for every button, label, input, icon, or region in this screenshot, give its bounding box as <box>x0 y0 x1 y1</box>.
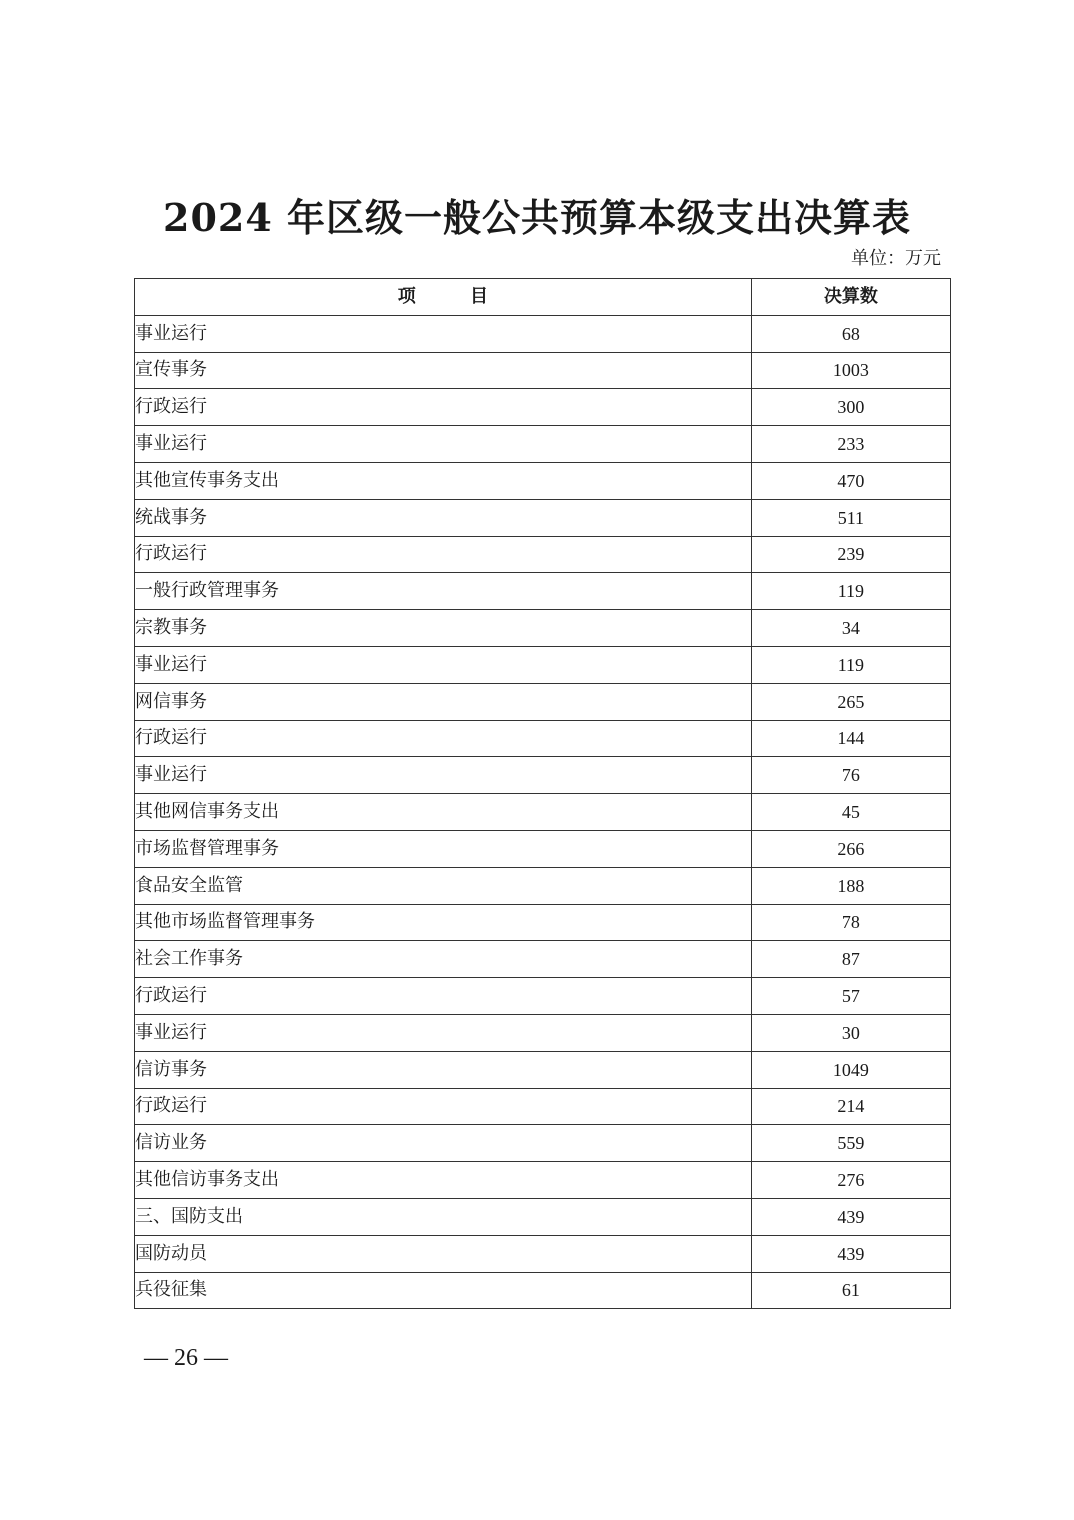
row-item-amount: 511 <box>751 499 950 536</box>
table-row <box>135 1088 951 1125</box>
row-item-name: 其他网信事务支出 <box>135 794 752 831</box>
table-row <box>135 867 951 904</box>
row-item-amount: 87 <box>751 941 950 978</box>
table-row <box>135 646 951 683</box>
table-row <box>135 757 951 794</box>
table-row <box>135 978 951 1015</box>
table-row <box>135 462 951 499</box>
row-item-amount: 1003 <box>751 352 950 389</box>
row-item-name: 一般行政管理事务 <box>135 573 752 610</box>
table-row <box>135 499 951 536</box>
row-item-name: 行政运行 <box>135 536 752 573</box>
table-header-row <box>135 279 951 316</box>
table-row <box>135 536 951 573</box>
row-item-name: 其他宣传事务支出 <box>135 462 752 499</box>
row-item-amount: 188 <box>751 867 950 904</box>
row-item-name: 网信事务 <box>135 683 752 720</box>
table-row <box>135 426 951 463</box>
row-item-name: 三、国防支出 <box>135 1198 752 1235</box>
table-row <box>135 1051 951 1088</box>
row-item-name: 事业运行 <box>135 1014 752 1051</box>
row-item-amount: 45 <box>751 794 950 831</box>
row-item-amount: 61 <box>751 1272 950 1309</box>
row-item-name: 信访业务 <box>135 1125 752 1162</box>
table-row <box>135 1198 951 1235</box>
row-item-name: 市场监督管理事务 <box>135 830 752 867</box>
row-item-amount: 239 <box>751 536 950 573</box>
row-item-amount: 68 <box>751 315 950 352</box>
table-row <box>135 720 951 757</box>
row-item-name: 事业运行 <box>135 426 752 463</box>
page-title: 2024 年区级一般公共预算本级支出决算表 <box>163 195 911 240</box>
header-item-label: 项 目 <box>397 285 513 307</box>
row-item-amount: 30 <box>751 1014 950 1051</box>
table-row <box>135 1125 951 1162</box>
row-item-name: 宣传事务 <box>135 352 752 389</box>
row-item-name: 食品安全监管 <box>135 867 752 904</box>
row-item-name: 其他信访事务支出 <box>135 1162 752 1199</box>
table-row <box>135 610 951 647</box>
row-item-name: 事业运行 <box>135 315 752 352</box>
header-amount: 决算数 <box>751 279 950 316</box>
row-item-name: 国防动员 <box>135 1235 752 1272</box>
table-row <box>135 830 951 867</box>
table-row <box>135 794 951 831</box>
table-row <box>135 573 951 610</box>
table-body <box>135 315 951 1309</box>
row-item-amount: 57 <box>751 978 950 1015</box>
budget-table <box>134 278 951 1309</box>
row-item-amount: 300 <box>751 389 950 426</box>
table-row <box>135 683 951 720</box>
row-item-amount: 439 <box>751 1235 950 1272</box>
row-item-amount: 265 <box>751 683 950 720</box>
row-item-amount: 34 <box>751 610 950 647</box>
row-item-name: 兵役征集 <box>135 1272 752 1309</box>
table-row <box>135 1235 951 1272</box>
row-item-name: 行政运行 <box>135 1088 752 1125</box>
row-item-amount: 266 <box>751 830 950 867</box>
row-item-name: 事业运行 <box>135 757 752 794</box>
table-row <box>135 352 951 389</box>
row-item-name: 行政运行 <box>135 978 752 1015</box>
row-item-amount: 1049 <box>751 1051 950 1088</box>
row-item-name: 行政运行 <box>135 720 752 757</box>
table-row <box>135 389 951 426</box>
row-item-amount: 214 <box>751 1088 950 1125</box>
row-item-name: 信访事务 <box>135 1051 752 1088</box>
row-item-name: 社会工作事务 <box>135 941 752 978</box>
header-item <box>135 279 752 316</box>
row-item-amount: 439 <box>751 1198 950 1235</box>
row-item-amount: 144 <box>751 720 950 757</box>
unit-label: 单位：万元 <box>851 248 941 269</box>
page-number: — 26 — <box>144 1345 228 1371</box>
row-item-amount: 119 <box>751 646 950 683</box>
table-row <box>135 315 951 352</box>
row-item-amount: 559 <box>751 1125 950 1162</box>
row-item-amount: 233 <box>751 426 950 463</box>
row-item-name: 事业运行 <box>135 646 752 683</box>
row-item-name: 统战事务 <box>135 499 752 536</box>
table-row <box>135 904 951 941</box>
row-item-amount: 470 <box>751 462 950 499</box>
row-item-amount: 276 <box>751 1162 950 1199</box>
row-item-name: 行政运行 <box>135 389 752 426</box>
table-row <box>135 1014 951 1051</box>
table-row <box>135 1272 951 1309</box>
row-item-amount: 119 <box>751 573 950 610</box>
table-row <box>135 1162 951 1199</box>
row-item-name: 宗教事务 <box>135 610 752 647</box>
row-item-name: 其他市场监督管理事务 <box>135 904 752 941</box>
row-item-amount: 78 <box>751 904 950 941</box>
table-row <box>135 941 951 978</box>
row-item-amount: 76 <box>751 757 950 794</box>
